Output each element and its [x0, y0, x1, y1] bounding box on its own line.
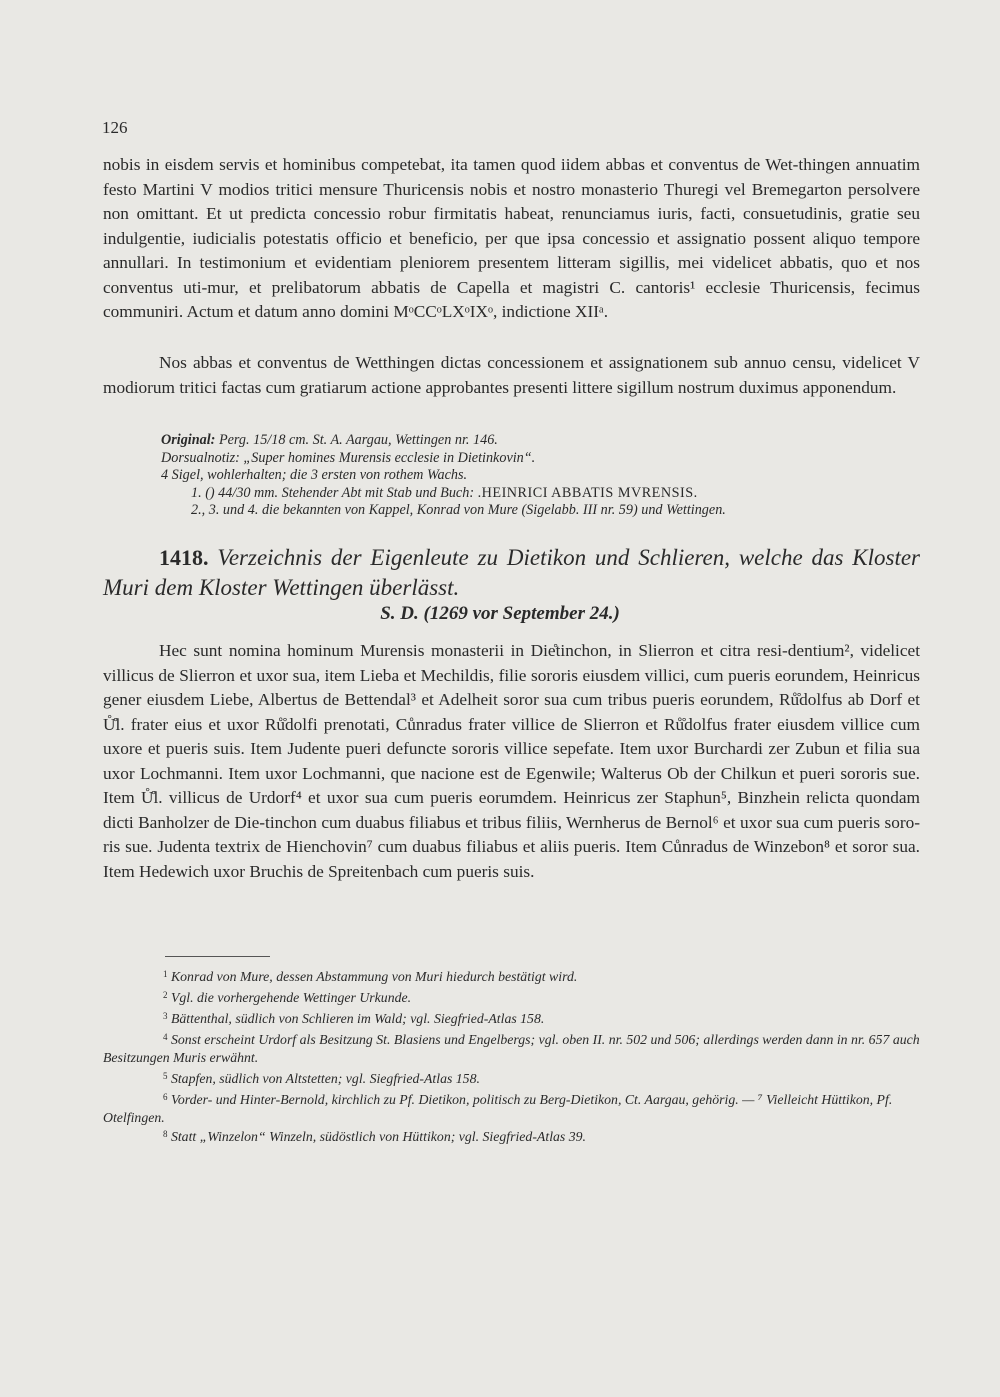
- archival-notes: [103, 432, 920, 520]
- charter-paragraph-1: nobis in eisdem servis et hominibus competebat, ita tamen quod iidem abbas et conventus de Wet-thingen annuatim festo Martini V modios tritici mensure Thuricensis nobis et nostro monasterio Thuregi vel Bremegarton persolvere non omittant. Et ut predicta concessio robur firmitatis habeat, renunciamus iuris, facti, consuetudinis, gratie seu indulgentie, iudicialis potestatis officio et beneficio, per que ipsa concessio et assignatio possent aliquo tempore annullari. In testimonium et evidentiam pleniorem presentem litteram sigillis, mei videlicet abbatis, quo et nos conventus uti-mur, et prelibatorum abbatis de Capella et magistri C. cantoris¹ ecclesie Thuricensis, fecimus communiri. Actum et datum anno domini MᵒCCᵒLXᵒIXᵒ, indictione XIIᵃ.: [103, 155, 920, 321]
- dorsual-note: Dorsualnotiz: „Super homines Murensis ecclesie in Dietinkovin“.: [161, 449, 536, 466]
- seal-1-note: [103, 485, 920, 503]
- seal-2-note: 2., 3. und 4. die bekannten von Kappel, Konrad von Mure (Sigelabb. III nr. 59) und Wettingen.: [191, 502, 726, 519]
- footnote-2: $^2$ Vgl. die vorhergehende Wettinger Urkunde.: [163, 990, 412, 1005]
- original-text: Perg. 15/18 cm. St. A. Aargau, Wettingen nr. 146.: [215, 432, 498, 448]
- footnote-divider: [165, 956, 270, 957]
- charter-paragraph-2: Nos abbas et conventus de Wetthingen dictas concessionem et assignationem sub annuo censu, videlicet V modiorum tritici factas cum gratiarum actione approbantes presenti littere sigillum nostrum duximus apponendum.: [103, 353, 920, 397]
- footnote-8: $^8$ Statt „Winzelon“ Winzeln, südöstlich von Hüttikon; vgl. Siegfried-Atlas 39.: [163, 1129, 586, 1144]
- seal-count-note: 4 Sigel, wohlerhalten; die 3 ersten von rothem Wachs.: [161, 467, 468, 484]
- document-title: Verzeichnis der Eigenleute zu Dietikon und Schlieren, welche das Kloster Muri dem Kloster Wettingen überlässt.: [103, 545, 921, 600]
- seal-1-description: 1. () 44/30 mm. Stehender Abt mit Stab und Buch:: [191, 484, 478, 501]
- dateline: S. D. (1269 vor September 24.): [380, 603, 620, 624]
- original-label: Original:: [161, 432, 216, 448]
- page-number: 126: [102, 118, 128, 137]
- document-number: 1418.: [159, 545, 209, 570]
- footnote-3: $^3$ Bättenthal, südlich von Schlieren im Wald; vgl. Siegfried-Atlas 158.: [163, 1011, 545, 1026]
- document-heading: [103, 543, 920, 603]
- original-note: [103, 432, 920, 450]
- footnote-5: $^5$ Stapfen, südlich von Altstetten; vgl. Siegfried-Atlas 158.: [163, 1071, 480, 1086]
- seal-1-legend: .HEINRICI ABBATIS MVRENSIS.: [477, 484, 698, 501]
- footnote-1: $^1$ Konrad von Mure, dessen Abstammung von Muri hiedurch bestätigt wird.: [163, 969, 578, 984]
- footnote-6-7: $^6$ Vorder- und Hinter-Bernold, kirchlich zu Pf. Dietikon, politisch zu Berg-Dietikon, Ct. Aargau, gehörig. — ⁷ Vielleicht Hüttikon, Pf. Otelfingen.: [103, 1092, 893, 1125]
- charter-paragraph-3: Hec sunt nomina hominum Murensis monasterii in Die̊tinchon, in Slierron et citra resi-dentium², videlicet villicus de Slierron et uxor sua, item Lieba et Mechildis, filie sororis eiusdem villici, cum pueris eorundem, Heinricus gener eiusdem Liebe, Albertus de Bettendal³ et Adelheit soror sua cum tribus pueris eorundem, Rů̊dolfus ab Dorf et Ů̊l. frater eius et uxor Rů̊dolfi prenotati, Cůnradus frater villice de Slierron et Rů̊dolfus frater eiusdem villice cum uxore et pueris suis. Item Judente pueri defuncte sororis villice sepefate. Item uxor Burchardi zer Zubun et filia sua uxor Lochmanni. Item uxor Lochmanni, que nacione est de Egenwile; Walterus Ob der Chilkun et pueri sororis sue. Item Ů̊l. villicus de Urdorf⁴ et uxor sua cum pueris eorumdem. Heinricus zer Staphun⁵, Binzhein relicta quondam dicti Banholzer de Die-tinchon cum duabus filiabus et tribus filiis, Wernherus de Bernol⁶ et uxor sua cum pueris soro-ris sue. Judenta textrix de Hienchovin⁷ cum duabus filiabus et aliis pueris. Item Cůnradus de Winzebon⁸ et soror sua. Item Hedewich uxor Bruchis de Spreitenbach cum pueris suis.: [103, 641, 920, 881]
- footnote-4: $^4$ Sonst erscheint Urdorf als Besitzung St. Blasiens und Engelbergs; vgl. oben II. nr. 502 und 506; allerdings werden dann in nr. 657 auch Besitzungen Muris erwähnt.: [103, 1032, 920, 1065]
